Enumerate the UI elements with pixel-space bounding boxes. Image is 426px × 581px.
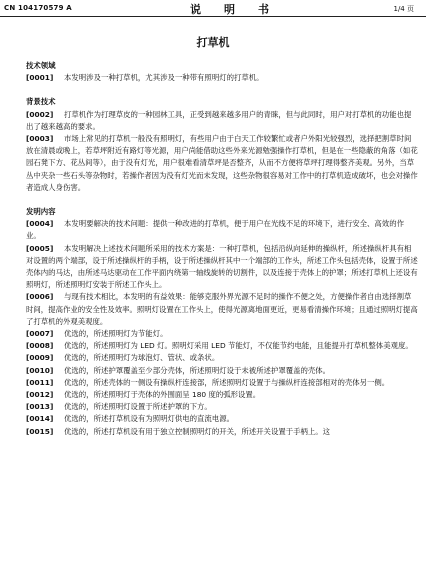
- paragraph-number: [0015]: [26, 426, 54, 436]
- page-header: [0, 0, 426, 17]
- paragraph: [26, 426, 418, 438]
- paragraph-number: [0013]: [26, 402, 54, 412]
- document-title: 打草机: [196, 36, 230, 49]
- section-heading: 发明内容: [26, 207, 56, 217]
- paragraph-number: [0003]: [26, 134, 54, 144]
- section-heading: 技术领域: [26, 61, 56, 70]
- paragraph: [26, 365, 418, 377]
- paragraph: [26, 328, 418, 340]
- paragraph-text: 优选的，所述照明灯为球泡灯、管状、或条状。: [64, 353, 220, 363]
- patent-number: CN 104170579 A: [4, 4, 72, 12]
- paragraph: [26, 340, 418, 352]
- paragraph: [26, 243, 418, 292]
- paragraph-text: 优选的，所述壳体的一侧设有操纵杆连接部，所述照明灯设置于与操纵杆连接部相对的壳体另一侧。: [64, 377, 390, 387]
- paragraph: [26, 133, 418, 194]
- paragraph-text: 优选的，所述打草机设有用于独立控制照明灯的开关，所述开关设置于手柄上。这: [64, 426, 331, 436]
- paragraph-text: 本发明要解决的技术问题：提供一种改进的打草机，便于用户在光线不足的环境下，进行安全、高效的作业。: [26, 219, 404, 241]
- paragraph-text: 本发明涉及一种打草机，尤其涉及一种带有照明灯的打草机。: [64, 73, 264, 83]
- paragraph: [26, 218, 418, 242]
- paragraph-number: [0006]: [26, 292, 54, 302]
- document-type: 说 明 书: [190, 3, 275, 16]
- paragraph-number: [0004]: [26, 219, 54, 229]
- paragraph-number: [0012]: [26, 390, 54, 400]
- paragraph: [26, 401, 418, 413]
- paragraph: [26, 291, 418, 328]
- paragraph-number: [0011]: [26, 377, 54, 387]
- paragraph-text: 优选的，所述照明灯设置于所述护罩的下方。: [64, 402, 212, 412]
- paragraph-text: 优选的，所述照明灯于壳体的外围面呈 180 度的弧形设置。: [64, 390, 261, 400]
- section-heading: 背景技术: [26, 97, 56, 107]
- paragraph-text: 市场上常见的打草机一般没有照明灯，有些用户由于白天工作较繁忙或者户外阳光较强烈，选择把割草时间放在清晨或晚上，若草坪附近有路灯等光源，用户尚能借助这些外来光源勉强操作打草机，但是在一些隐蔽的角落（如花园石凳下方、花丛间等），由于没有灯光，用户很难看清草坪是否整齐，从而不方便将草坪打理得整齐美观。另外，当草丛中夹杂一些石头等杂物时，若操作者因为没有灯光而未发现，这些杂物很容易对工作中的打草机造成破坏，也会对操作者造成人身伤害。: [26, 134, 418, 192]
- paragraph: [26, 352, 418, 364]
- paragraph-text: 与现有技术相比，本发明的有益效果：能够克服外界光源不足时的操作不便之处，方便操作者自由选择割草时间，提高作业的安全性及效率。照明灯设置在工作头上，使得光源离地面更近，更易看清操作环境；且通过照明灯提高了打草机的外观美观度。: [26, 292, 418, 326]
- paragraph-text: 打草机作为打理草皮的一种园林工具，正受到越来越多用户的青睐，但与此同时，用户对打草机的功能也提出了越来越高的要求。: [26, 109, 412, 131]
- paragraph-text: 优选的，所述护罩覆盖至少部分壳体，所述照明灯设于未被所述护罩覆盖的壳体。: [64, 365, 331, 375]
- paragraph-number: [0008]: [26, 341, 54, 351]
- paragraph-text: 本发明解决上述技术问题所采用的技术方案是：一种打草机，包括沿纵向延伸的操纵杆，所述操纵杆具有相对设置的两个端部，设于所述操纵杆的手柄，设于所述操纵杆其中一个端部的工作头，所述工作头包括壳体，设置于所述壳体内的马达，由所述马达驱动在工作平面内绕第一轴线旋转的切割件，以及连接于壳体上的护罩；所述打草机上还设有照明灯，所述照明灯安装于所述工作头上。: [26, 243, 418, 290]
- paragraph-number: [0009]: [26, 353, 54, 363]
- paragraph-number: [0010]: [26, 365, 54, 375]
- paragraph-text: 优选的，所述照明灯为节能灯。: [64, 329, 168, 339]
- paragraph-number: [0002]: [26, 109, 54, 119]
- paragraph: [26, 109, 418, 133]
- paragraph: [26, 413, 418, 425]
- paragraph-number: [0007]: [26, 329, 54, 339]
- paragraph-number: [0001]: [26, 73, 54, 83]
- paragraph: [26, 72, 418, 84]
- paragraph-number: [0014]: [26, 414, 54, 424]
- paragraph-text: 优选的，所述照明灯为 LED 灯。照明灯采用 LED 节能灯，不仅能节约电能，且能提升打草机整体美观度。: [64, 341, 413, 351]
- paragraph-text: 优选的，所述打草机设有为照明灯供电的直流电源。: [64, 414, 234, 424]
- paragraph: [26, 377, 418, 389]
- document-body: [26, 60, 418, 438]
- page-number: 1/4 页: [393, 5, 414, 13]
- paragraph: [26, 389, 418, 401]
- paragraph-number: [0005]: [26, 243, 54, 253]
